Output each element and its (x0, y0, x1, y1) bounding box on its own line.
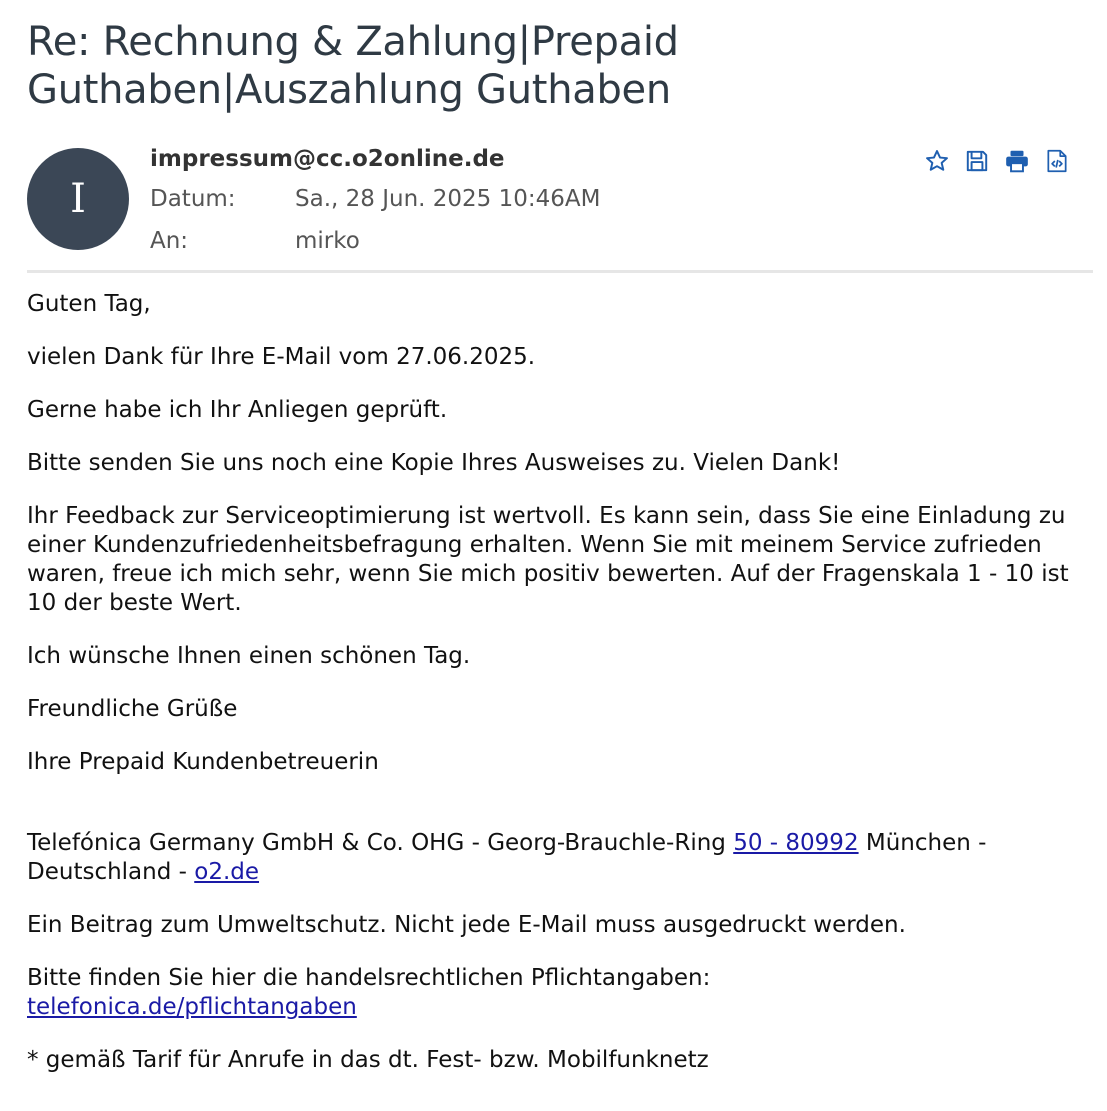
signature: Ihre Prepaid Kundenbetreuerin (27, 749, 379, 775)
tariff-note: * gemäß Tarif für Anrufe in das dt. Fest- bzw. Mobilfunknetz (27, 1047, 709, 1073)
message-body (27, 290, 1077, 1099)
closing: Freundliche Grüße (27, 696, 238, 722)
message-actions (924, 148, 1070, 174)
company-text-continued: München - Deutschland - (27, 830, 987, 885)
company-footer (27, 829, 1077, 887)
view-source-icon[interactable] (1044, 148, 1070, 174)
body-paragraph: Ich wünsche Ihnen einen schönen Tag. (27, 643, 471, 669)
legal-text: Bitte finden Sie hier die handelsrechtlichen Pflichtangaben: (27, 965, 711, 991)
recipient-label: An: (150, 228, 189, 254)
save-icon[interactable] (964, 148, 990, 174)
address-link[interactable]: 50 - 80992 (733, 830, 859, 856)
o2-link[interactable]: o2.de (194, 859, 260, 885)
date-label: Datum: (150, 186, 236, 212)
body-paragraph: Bitte senden Sie uns noch eine Kopie Ihres Ausweises zu. Vielen Dank! (27, 450, 841, 476)
company-text: Telefónica Germany GmbH & Co. OHG - Georg-Brauchle-Ring (27, 830, 734, 856)
greeting: Guten Tag, (27, 291, 151, 317)
body-paragraph: Gerne habe ich Ihr Anliegen geprüft. (27, 397, 448, 423)
email-subject: Re: Rechnung & Zahlung|Prepaid Guthaben|Auszahlung Guthaben (27, 19, 679, 113)
date-value: Sa., 28 Jun. 2025 10:46AM (295, 186, 601, 212)
body-paragraph: vielen Dank für Ihre E-Mail vom 27.06.2025. (27, 344, 536, 370)
legal-info (27, 964, 1077, 1022)
environment-note: Ein Beitrag zum Umweltschutz. Nicht jede E-Mail muss ausgedruckt werden. (27, 912, 906, 938)
print-icon[interactable] (1004, 148, 1030, 174)
star-icon[interactable] (924, 148, 950, 174)
body-paragraph: Ihr Feedback zur Serviceoptimierung ist wertvoll. Es kann sein, dass Sie eine Einladung zu einer Kundenzufriedenheitsbefragung erhalten. Wenn Sie mit meinem Service zufrieden waren, freue ich mich sehr, wenn Sie mich positiv bewerten. Auf der Fragenskala 1 - 10 ist 10 der beste Wert. (27, 503, 1069, 616)
sender-avatar: I (27, 148, 129, 250)
date-row (150, 186, 600, 212)
sender-address[interactable]: impressum@cc.o2online.de (150, 146, 505, 172)
header-divider (27, 270, 1093, 273)
recipient-row (150, 228, 360, 254)
recipient-value[interactable]: mirko (295, 228, 360, 254)
legal-link[interactable]: telefonica.de/pflichtangaben (27, 994, 357, 1020)
